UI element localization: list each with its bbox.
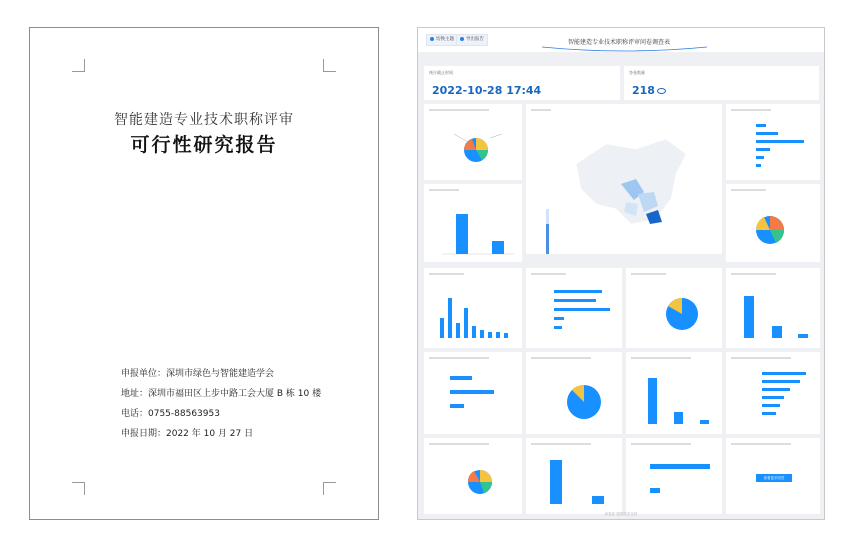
document-cover-page — [29, 27, 379, 520]
title-decoration — [542, 45, 707, 53]
vertical-bar-chart — [424, 184, 522, 262]
chart-card-hbar — [726, 104, 820, 180]
dashboard-footer: 问卷星 提供技术支持 — [604, 512, 638, 516]
vertical-bar-chart-4 — [626, 352, 722, 434]
chart-card-pie — [424, 104, 522, 180]
horizontal-bar-chart — [726, 104, 820, 180]
document-title: 可行性研究报告 — [130, 134, 278, 156]
horizontal-bar-chart-2 — [526, 268, 622, 348]
donut-chart — [726, 184, 820, 262]
stat-label: 答卷数量 — [629, 70, 645, 75]
chart-card-vbar-3 — [726, 268, 820, 348]
pie-chart-4 — [424, 438, 522, 514]
crop-mark-top-right — [323, 59, 336, 72]
pie-chart-2 — [626, 268, 722, 348]
chart-card-hbar-4 — [726, 352, 820, 434]
pie-chart — [424, 104, 522, 180]
vertical-bar-chart-5 — [526, 438, 622, 514]
document-info-block — [121, 364, 321, 444]
tab-label: 切换主题 — [436, 37, 454, 42]
stat-value — [632, 84, 666, 97]
tab-export-report[interactable] — [456, 34, 488, 46]
chart-card-pie-2 — [626, 268, 722, 348]
map-card — [526, 104, 722, 254]
chart-card-hbar-2 — [526, 268, 622, 348]
stat-card-responses — [624, 66, 819, 100]
phone-line: 电话：0755-88563953 — [121, 409, 220, 419]
pie-chart-3 — [526, 352, 622, 434]
chart-card-hbar-3 — [424, 352, 522, 434]
horizontal-bar-chart-3 — [424, 352, 522, 434]
chart-card-donut — [726, 184, 820, 262]
stat-value: 2022-10-28 17:44 — [432, 84, 542, 97]
chart-card-vbar — [424, 184, 522, 262]
vertical-bar-chart-2 — [424, 268, 522, 348]
vertical-bar-chart-3 — [726, 268, 820, 348]
date-line: 申报日期：2022 年 10 月 27 日 — [121, 429, 254, 439]
eye-icon — [657, 88, 666, 94]
horizontal-bar-chart-4 — [726, 352, 820, 434]
chart-card-hbar-5 — [626, 438, 722, 514]
chart-card-pie-4 — [424, 438, 522, 514]
applicant-line: 申报单位：深圳市绿色与智能建造学会 — [121, 369, 275, 379]
card-title-placeholder — [726, 438, 820, 458]
china-map — [526, 104, 722, 254]
crop-mark-bottom-right — [323, 482, 336, 495]
response-count: 218 — [632, 84, 655, 97]
address-line: 地址：深圳市福田区上步中路工会大厦 B 栋 10 楼 — [121, 389, 322, 399]
chart-card-vbar-2 — [424, 268, 522, 348]
view-more-answers-button[interactable]: 查看更多回答 — [756, 474, 792, 482]
chart-card-pie-3 — [526, 352, 622, 434]
crop-mark-top-left — [72, 59, 85, 72]
dashboard-title: 智能建造专业技术职称评审问卷调查表 — [568, 39, 671, 46]
export-icon — [460, 37, 464, 41]
survey-dashboard — [417, 27, 825, 520]
card-more-answers — [726, 438, 820, 514]
tab-label: 导出报告 — [466, 37, 484, 42]
stat-card-deadline — [424, 66, 620, 100]
document-subtitle: 智能建造专业技术职称评审 — [114, 112, 294, 128]
stat-label: 统计截止时间 — [429, 70, 453, 75]
crop-mark-bottom-left — [72, 482, 85, 495]
chart-card-vbar-4 — [626, 352, 722, 434]
theme-icon — [430, 37, 434, 41]
dashboard-header — [418, 28, 824, 52]
chart-card-vbar-5 — [526, 438, 622, 514]
horizontal-bar-chart-5 — [626, 438, 722, 514]
tab-switch-theme[interactable] — [426, 34, 458, 46]
